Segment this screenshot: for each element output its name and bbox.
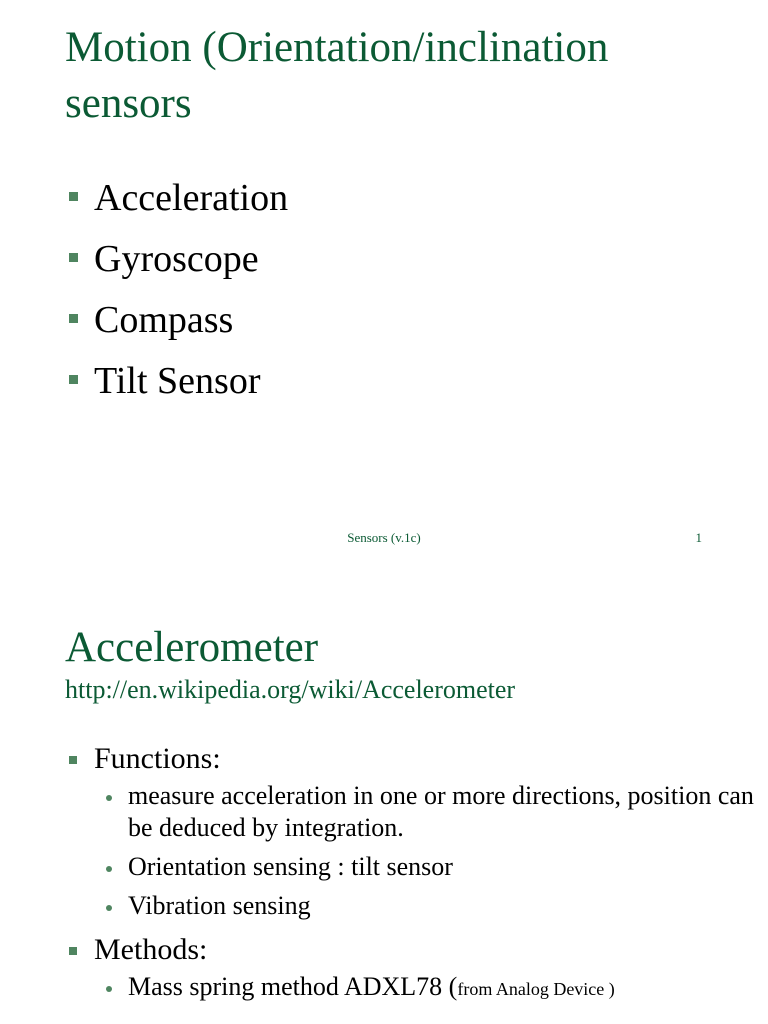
square-bullet-icon — [69, 253, 78, 262]
slide-title: Motion (Orientation/inclination sensors — [65, 24, 609, 127]
slide-title: Accelerometer — [65, 624, 319, 671]
section-label: Functions: — [94, 742, 221, 775]
slide-footer: Sensors (v.1c) — [347, 530, 421, 545]
round-bullet-icon — [106, 986, 112, 992]
section-label: Methods: — [94, 933, 208, 966]
round-bullet-icon — [106, 795, 112, 801]
round-bullet-icon — [106, 905, 112, 911]
square-bullet-icon — [69, 314, 78, 323]
sub-bullet-list — [94, 971, 768, 1005]
sub-list-item: Vibration sensing — [94, 890, 768, 922]
sub-list-item: Orientation sensing : tilt sensor — [94, 851, 768, 883]
square-bullet-icon — [69, 756, 77, 764]
slide-2 — [0, 560, 768, 1024]
page-number: 1 — [695, 530, 702, 545]
sub-bullet-list — [94, 780, 768, 922]
list-item — [66, 929, 768, 1005]
square-bullet-icon — [69, 192, 78, 201]
bullet-list — [66, 738, 768, 1012]
list-item: Compass — [66, 292, 288, 353]
sub-list-item: measure acceleration in one or more directions, position can be deduced by integration. — [94, 780, 768, 844]
list-item — [66, 738, 768, 922]
square-bullet-icon — [69, 375, 78, 384]
reference-link[interactable]: http://en.wikipedia.org/wiki/Accelerometer — [65, 675, 516, 704]
sub-list-item: Mass spring method ADXL78 (from Analog Device ) — [94, 971, 768, 1005]
round-bullet-icon — [106, 866, 112, 872]
list-item: Tilt Sensor — [66, 353, 288, 414]
bullet-list — [66, 170, 288, 414]
list-item: Acceleration — [66, 170, 288, 231]
list-item: Gyroscope — [66, 231, 288, 292]
square-bullet-icon — [69, 947, 77, 955]
